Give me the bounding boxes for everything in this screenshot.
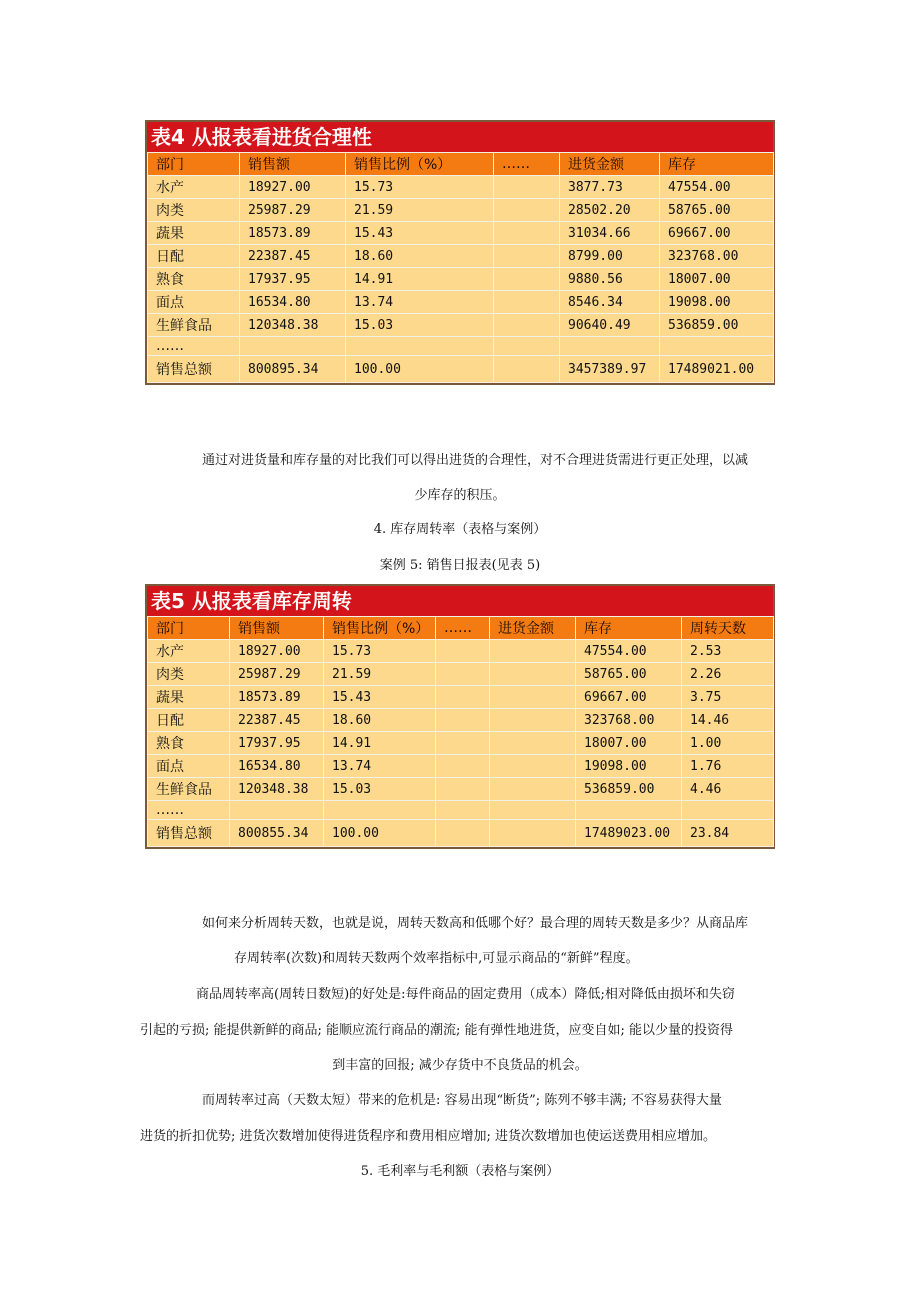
table-cell bbox=[436, 755, 490, 778]
table-cell: 18573.89 bbox=[240, 222, 346, 245]
header-cell: 销售额 bbox=[240, 153, 346, 176]
table-cell: 22387.45 bbox=[230, 709, 324, 732]
table-cell: 800855.34 bbox=[230, 820, 324, 847]
table-cell: 15.43 bbox=[324, 686, 436, 709]
header-cell: 进货金额 bbox=[490, 617, 576, 640]
table-cell: 日配 bbox=[148, 709, 230, 732]
table-cell bbox=[576, 801, 682, 820]
table-cell: 23.84 bbox=[682, 820, 774, 847]
header-cell: 进货金额 bbox=[560, 153, 660, 176]
table-cell bbox=[490, 709, 576, 732]
table-row bbox=[148, 709, 774, 732]
section-heading-4: 4. 库存周转率（表格与案例） bbox=[373, 522, 547, 537]
table-4 bbox=[145, 120, 775, 385]
table-cell: 生鲜食品 bbox=[148, 778, 230, 801]
table-cell: …… bbox=[148, 337, 240, 356]
table-cell: 15.03 bbox=[324, 778, 436, 801]
table-cell bbox=[436, 640, 490, 663]
paragraph-4-line-1: 而周转率过高（天数太短）带来的危机是: 容易出现“断货”; 陈列不够丰满; 不容易获得大量 bbox=[202, 1093, 722, 1108]
table-4-title: 表4 从报表看进货合理性 bbox=[147, 122, 773, 152]
table-cell: 19098.00 bbox=[660, 291, 774, 314]
table-cell bbox=[490, 778, 576, 801]
table-row bbox=[148, 686, 774, 709]
table-cell: 15.73 bbox=[346, 176, 494, 199]
table-cell bbox=[436, 732, 490, 755]
table-cell: 熟食 bbox=[148, 732, 230, 755]
table-cell: 面点 bbox=[148, 291, 240, 314]
paragraph-2-line-2: 存周转率(次数)和周转天数两个效率指标中,可显示商品的“新鲜”程度。 bbox=[234, 951, 639, 966]
table-5 bbox=[145, 584, 775, 849]
table-row bbox=[148, 314, 774, 337]
table-cell: 31034.66 bbox=[560, 222, 660, 245]
table-cell: 生鲜食品 bbox=[148, 314, 240, 337]
table-cell: 17937.95 bbox=[230, 732, 324, 755]
table-cell bbox=[436, 686, 490, 709]
paragraph-3-line-3: 到丰富的回报; 减少存货中不良货品的机会。 bbox=[332, 1058, 588, 1073]
table-cell bbox=[494, 268, 560, 291]
table-cell: 18.60 bbox=[346, 245, 494, 268]
table-cell bbox=[230, 801, 324, 820]
table-cell: 8546.34 bbox=[560, 291, 660, 314]
header-cell: 销售比例（%） bbox=[324, 617, 436, 640]
table-row bbox=[148, 222, 774, 245]
table-cell: 蔬果 bbox=[148, 222, 240, 245]
table-5-header bbox=[148, 617, 774, 640]
table-cell bbox=[240, 337, 346, 356]
table-row bbox=[148, 245, 774, 268]
table-cell: 100.00 bbox=[346, 356, 494, 383]
table-cell: 3457389.97 bbox=[560, 356, 660, 383]
table-cell: 21.59 bbox=[346, 199, 494, 222]
header-cell: 库存 bbox=[576, 617, 682, 640]
table-cell: 8799.00 bbox=[560, 245, 660, 268]
table-cell: 2.53 bbox=[682, 640, 774, 663]
header-cell: …… bbox=[494, 153, 560, 176]
table-total-row bbox=[148, 356, 774, 383]
table-cell: 536859.00 bbox=[576, 778, 682, 801]
table-cell: 肉类 bbox=[148, 663, 230, 686]
table-cell: 14.91 bbox=[346, 268, 494, 291]
table-cell bbox=[490, 732, 576, 755]
table-cell: 22387.45 bbox=[240, 245, 346, 268]
table-cell: 1.76 bbox=[682, 755, 774, 778]
table-cell: …… bbox=[148, 801, 230, 820]
header-cell: …… bbox=[436, 617, 490, 640]
table-cell bbox=[436, 820, 490, 847]
table-cell bbox=[436, 801, 490, 820]
table-cell bbox=[490, 686, 576, 709]
table-cell: 水产 bbox=[148, 176, 240, 199]
table-cell: 25987.29 bbox=[230, 663, 324, 686]
table-cell: 323768.00 bbox=[660, 245, 774, 268]
table-cell: 28502.20 bbox=[560, 199, 660, 222]
paragraph-1-line-1: 通过对进货量和库存量的对比我们可以得出进货的合理性，对不合理进货需进行更正处理，以减 bbox=[202, 453, 749, 468]
table-cell bbox=[560, 337, 660, 356]
table-cell: 100.00 bbox=[324, 820, 436, 847]
table-cell: 14.46 bbox=[682, 709, 774, 732]
table-row bbox=[148, 663, 774, 686]
section-heading-5: 5. 毛利率与毛利额（表格与案例） bbox=[360, 1164, 560, 1179]
table-cell: 3.75 bbox=[682, 686, 774, 709]
table-cell: 17489023.00 bbox=[576, 820, 682, 847]
table-row bbox=[148, 268, 774, 291]
table-cell: 120348.38 bbox=[240, 314, 346, 337]
table-cell: 17489021.00 bbox=[660, 356, 774, 383]
table-cell: 1.00 bbox=[682, 732, 774, 755]
table-cell: 18927.00 bbox=[240, 176, 346, 199]
table-cell: 58765.00 bbox=[660, 199, 774, 222]
table-row bbox=[148, 801, 774, 820]
table-cell bbox=[494, 222, 560, 245]
header-cell: 部门 bbox=[148, 617, 230, 640]
table-cell: 18927.00 bbox=[230, 640, 324, 663]
table-cell bbox=[436, 778, 490, 801]
table-cell bbox=[436, 709, 490, 732]
table-cell: 69667.00 bbox=[660, 222, 774, 245]
table-row bbox=[148, 778, 774, 801]
table-cell bbox=[490, 755, 576, 778]
table-cell: 2.26 bbox=[682, 663, 774, 686]
table-cell: 15.03 bbox=[346, 314, 494, 337]
table-cell: 销售总额 bbox=[148, 356, 240, 383]
table-cell bbox=[494, 176, 560, 199]
table-cell bbox=[494, 356, 560, 383]
table-cell: 日配 bbox=[148, 245, 240, 268]
header-cell: 部门 bbox=[148, 153, 240, 176]
table-4-header bbox=[148, 153, 774, 176]
table-cell: 47554.00 bbox=[660, 176, 774, 199]
table-cell bbox=[660, 337, 774, 356]
table-cell bbox=[494, 199, 560, 222]
table-5-title: 表5 从报表看库存周转 bbox=[147, 586, 773, 616]
table-row bbox=[148, 176, 774, 199]
table-cell bbox=[490, 801, 576, 820]
table-cell: 120348.38 bbox=[230, 778, 324, 801]
table-cell bbox=[494, 314, 560, 337]
table-cell bbox=[682, 801, 774, 820]
table-cell: 19098.00 bbox=[576, 755, 682, 778]
table-cell: 16534.80 bbox=[230, 755, 324, 778]
table-cell bbox=[494, 245, 560, 268]
table-cell bbox=[494, 337, 560, 356]
table-cell bbox=[346, 337, 494, 356]
table-cell: 3877.73 bbox=[560, 176, 660, 199]
table-cell: 58765.00 bbox=[576, 663, 682, 686]
table-row bbox=[148, 640, 774, 663]
paragraph-2-line-1: 如何来分析周转天数，也就是说，周转天数高和低哪个好？最合理的周转天数是多少？从商品库 bbox=[202, 916, 749, 931]
table-cell: 536859.00 bbox=[660, 314, 774, 337]
table-cell: 蔬果 bbox=[148, 686, 230, 709]
table-cell: 水产 bbox=[148, 640, 230, 663]
table-cell: 15.43 bbox=[346, 222, 494, 245]
table-row bbox=[148, 755, 774, 778]
paragraph-1-line-2: 少库存的积压。 bbox=[414, 488, 506, 503]
header-cell: 周转天数 bbox=[682, 617, 774, 640]
table-cell: 面点 bbox=[148, 755, 230, 778]
table-row bbox=[148, 337, 774, 356]
table-cell: 15.73 bbox=[324, 640, 436, 663]
table-row bbox=[148, 732, 774, 755]
table-cell bbox=[490, 640, 576, 663]
table-cell bbox=[324, 801, 436, 820]
table-cell: 熟食 bbox=[148, 268, 240, 291]
table-cell: 18007.00 bbox=[660, 268, 774, 291]
table-cell: 14.91 bbox=[324, 732, 436, 755]
paragraph-3-line-2: 引起的亏损; 能提供新鲜的商品; 能顺应流行商品的潮流; 能有弹性地进货，应变自如; 能以少量的投资得 bbox=[140, 1023, 734, 1038]
table-cell: 18573.89 bbox=[230, 686, 324, 709]
table-cell: 13.74 bbox=[346, 291, 494, 314]
table-row bbox=[148, 291, 774, 314]
table-cell bbox=[490, 663, 576, 686]
table-cell bbox=[436, 663, 490, 686]
header-cell: 销售比例（%） bbox=[346, 153, 494, 176]
header-cell: 销售额 bbox=[230, 617, 324, 640]
paragraph-4-line-2: 进货的折扣优势; 进货次数增加使得进货程序和费用相应增加; 进货次数增加也使运送费用相应增加。 bbox=[140, 1129, 717, 1144]
table-total-row bbox=[148, 820, 774, 847]
table-cell: 21.59 bbox=[324, 663, 436, 686]
table-cell: 90640.49 bbox=[560, 314, 660, 337]
case-5-caption: 案例 5: 销售日报表(见表 5) bbox=[379, 558, 541, 573]
table-cell: 肉类 bbox=[148, 199, 240, 222]
table-cell: 17937.95 bbox=[240, 268, 346, 291]
table-cell: 销售总额 bbox=[148, 820, 230, 847]
table-cell: 13.74 bbox=[324, 755, 436, 778]
table-cell: 16534.80 bbox=[240, 291, 346, 314]
table-cell: 9880.56 bbox=[560, 268, 660, 291]
table-row bbox=[148, 199, 774, 222]
table-cell: 25987.29 bbox=[240, 199, 346, 222]
table-cell: 800895.34 bbox=[240, 356, 346, 383]
table-cell: 47554.00 bbox=[576, 640, 682, 663]
table-cell bbox=[490, 820, 576, 847]
table-cell: 18.60 bbox=[324, 709, 436, 732]
paragraph-3-line-1: 商品周转率高(周转日数短)的好处是:每件商品的固定费用（成本）降低;相对降低由损坏和失窃 bbox=[196, 987, 735, 1002]
table-cell: 323768.00 bbox=[576, 709, 682, 732]
table-cell bbox=[494, 291, 560, 314]
header-cell: 库存 bbox=[660, 153, 774, 176]
table-cell: 4.46 bbox=[682, 778, 774, 801]
table-cell: 69667.00 bbox=[576, 686, 682, 709]
table-cell: 18007.00 bbox=[576, 732, 682, 755]
